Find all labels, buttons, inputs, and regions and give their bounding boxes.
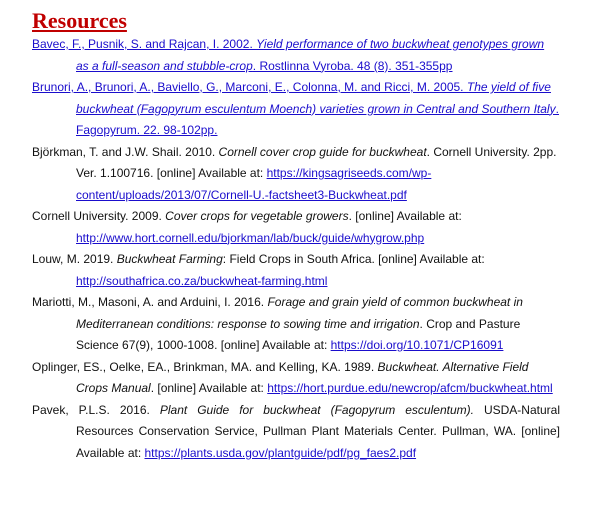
reference-title: Buckwheat. Alternative Field Crops Manual (76, 359, 529, 395)
reference-link[interactable]: http://southafrica.co.za/buckwheat-farming.html (76, 273, 328, 288)
reference-item-oplinger (32, 357, 560, 400)
reference-author: Mariotti, M., Masoni, A. and Arduini, I. 2016. (32, 295, 268, 309)
reference-details: . [online] Available at: (150, 381, 268, 395)
reference-details[interactable]: . Fagopyrum. 22. 98-102pp. (76, 101, 559, 137)
reference-title: Forage and grain yield of common buckwheat in Mediterranean conditions: response to sowing time and irrigation (76, 295, 523, 331)
reference-author[interactable]: Bavec, F., Pusnik, S. and Rajcan, I. 2002. (32, 37, 257, 51)
page-title: Resources (32, 8, 127, 33)
reference-author: Louw, M. 2019. (32, 252, 117, 266)
reference-item-brunori[interactable] (32, 77, 560, 142)
reference-author: Pavek, P.L.S. 2016. (32, 402, 160, 417)
reference-title: Cover crops for vegetable growers (165, 209, 349, 223)
reference-item-bavec[interactable] (32, 34, 560, 77)
reference-author: Oplinger, ES., Oelke, EA., Brinkman, MA. and Kelling, KA. 1989. (32, 359, 378, 374)
reference-title[interactable]: The yield of five buckwheat (Fagopyrum esculentum Moench) varieties grown in Central and Southern Italy (76, 80, 556, 116)
document-page (32, 8, 560, 464)
reference-link[interactable]: http://www.hort.cornell.edu/bjorkman/lab/buck/guide/whygrow.php (76, 230, 425, 245)
reference-author[interactable]: Brunori, A., Brunori, A., Baviello, G., Marconi, E., Colonna, M. and Ricci, M. 2005. (32, 80, 467, 94)
reference-details: . [online] Available at: (348, 209, 462, 223)
reference-details: USDA-Natural Resources Conservation Service, Pullman Plant Materials Center. Pullman, WA. [online] Available at: (76, 402, 560, 460)
reference-title[interactable]: Yield performance of two buckwheat genotypes grown as a full-season and stubble-crop (76, 37, 545, 73)
reference-link[interactable]: https://doi.org/10.1071/CP16091 (330, 338, 504, 352)
reference-title: Cornell cover crop guide for buckwheat (218, 144, 427, 159)
reference-item-cornell (32, 206, 560, 249)
reference-details[interactable]: . Rostlinna Vyroba. 48 (8). 351-355pp (252, 58, 453, 73)
reference-title: Buckwheat Farming (116, 252, 223, 266)
reference-details: : Field Crops in South Africa. [online] Available at: (222, 252, 485, 266)
reference-item-louw (32, 249, 560, 292)
reference-author: Cornell University. 2009. (32, 209, 166, 223)
reference-link[interactable]: https://kingsagriseeds.com/wp-content/uploads/2013/07/Cornell-U.-factsheet3-Buckwheat.pdf (76, 166, 432, 202)
reference-title: Plant Guide for buckwheat (Fagopyrum esculentum). (159, 402, 474, 417)
reference-item-mariotti (32, 292, 560, 357)
reference-item-bjorkman (32, 142, 560, 207)
reference-details: . Crop and Pasture Science 67(9), 1000-1008. [online] Available at: (76, 316, 521, 352)
reference-details: . Cornell University. 2pp. Ver. 1.100716. [online] Available at: (76, 144, 557, 180)
reference-link[interactable]: https://plants.usda.gov/plantguide/pdf/pg_faes2.pdf (144, 445, 417, 460)
reference-item-pavek (32, 400, 560, 465)
reference-author: Björkman, T. and J.W. Shail. 2010. (32, 144, 219, 159)
reference-link[interactable]: https://hort.purdue.edu/newcrop/afcm/buckwheat.html (267, 381, 553, 395)
